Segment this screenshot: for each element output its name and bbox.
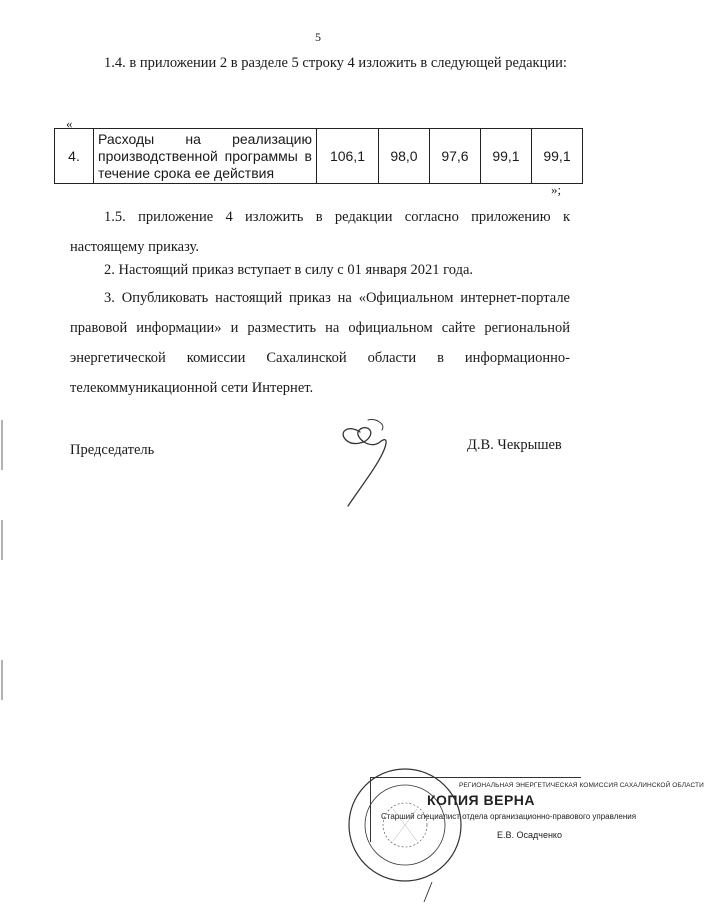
row-value-3: 97,6 bbox=[429, 129, 480, 184]
cert-org: РЕГИОНАЛЬНАЯ ЭНЕРГЕТИЧЕСКАЯ КОМИССИЯ САХАЛИНСКОЙ ОБЛАСТИ bbox=[459, 782, 704, 789]
item-1-5: 1.5. приложение 4 изложить в редакции согласно приложению к настоящему приказу. bbox=[70, 209, 570, 255]
item-1-4: 1.4. в приложении 2 в разделе 5 строку 4 изложить в следующей редакции: bbox=[104, 55, 567, 71]
cert-name: Е.В. Осадченко bbox=[497, 830, 562, 840]
row-number: 4. bbox=[55, 129, 94, 184]
quote-close: »; bbox=[551, 182, 562, 197]
item-3: 3. Опубликовать настоящий приказ на «Официальном интернет-портале правовой информации» и разместить на официальном сайте региональной энергетической комиссии Сахалинской области в информационно-телекоммуникационной сети Интернет. bbox=[70, 290, 570, 396]
row-value-2: 98,0 bbox=[378, 129, 429, 184]
cert-position: Старший специалист отдела организационно-правового управления bbox=[381, 812, 637, 821]
signatory-name: Д.В. Чекрышев bbox=[467, 437, 562, 453]
cert-title: КОПИЯ ВЕРНА bbox=[427, 792, 536, 808]
row-value-4: 99,1 bbox=[480, 129, 531, 184]
quote-open: « bbox=[66, 116, 73, 131]
item-2: 2. Настоящий приказ вступает в силу с 01 января 2021 года. bbox=[104, 262, 474, 278]
signatory-role: Председатель bbox=[70, 442, 155, 458]
row-value-1: 106,1 bbox=[317, 129, 379, 184]
row-value-5: 99,1 bbox=[531, 129, 582, 184]
row-description: Расходы на реализацию производственной программы в течение срока ее действия bbox=[94, 129, 317, 184]
page-number: 5 bbox=[315, 30, 321, 44]
